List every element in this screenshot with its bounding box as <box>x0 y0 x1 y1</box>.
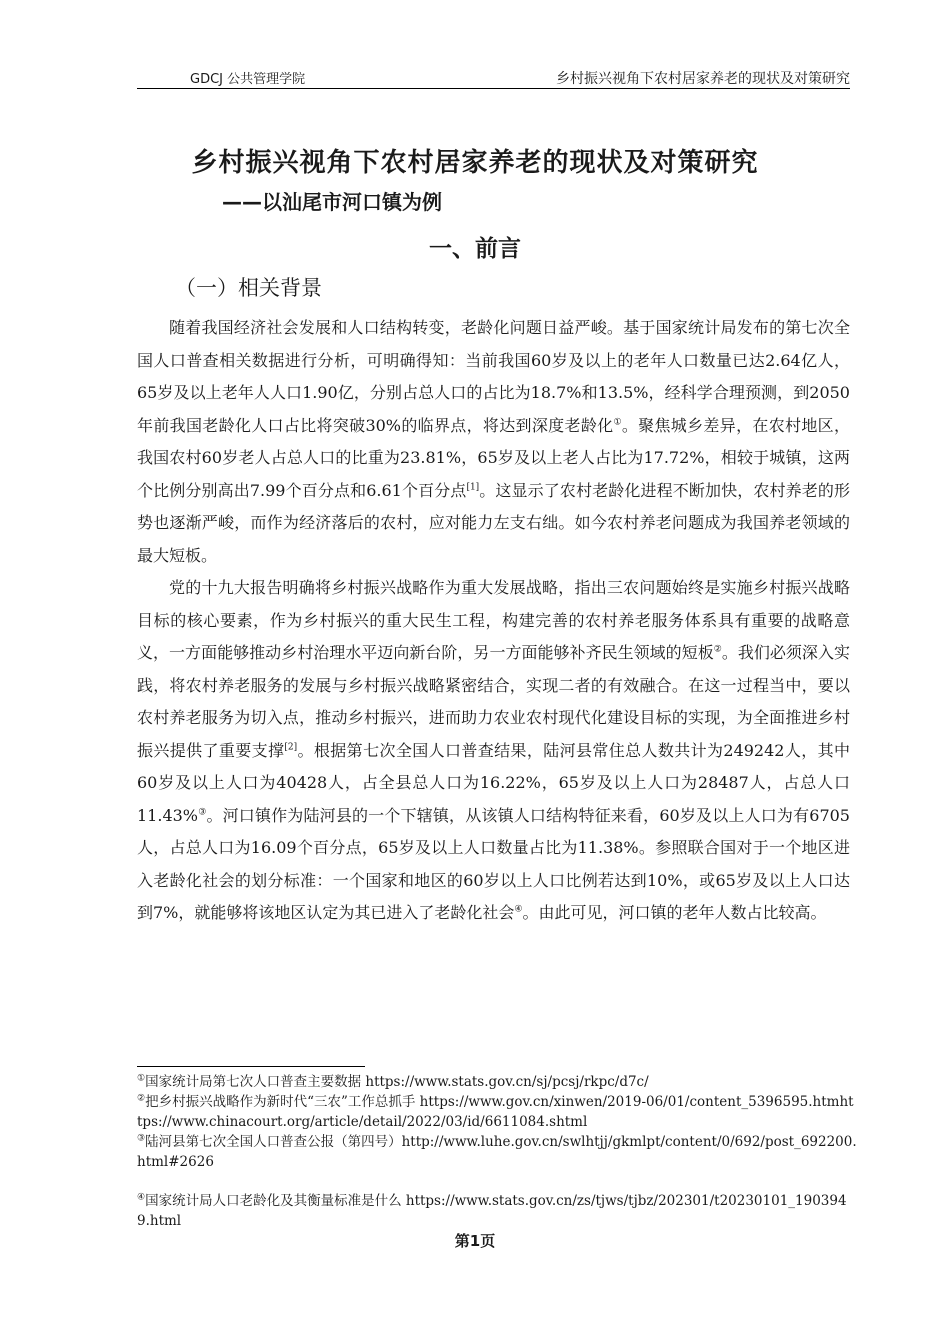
citation-1[interactable]: [1] <box>466 482 480 493</box>
footnote-2: ②把乡村振兴战略作为新时代“三农”工作总抓手 https://www.gov.cn/xinwen/2019-06/01/content_5396595.htmhttps://www.chinacourt.org/article/detail/2022/03/id/6611084.shtml <box>137 1093 854 1130</box>
section-heading: 一、前言 <box>429 236 521 262</box>
footnote-1: ①国家统计局第七次人口普查主要数据 https://www.stats.gov.cn/sj/pcsj/rkpc/d7c/ <box>137 1073 649 1090</box>
footnote-mark-3[interactable]: ③ <box>198 807 207 818</box>
header-left: GDCJ 公共管理学院 <box>190 72 306 87</box>
header-right: 乡村振兴视角下农村居家养老的现状及对策研究 <box>556 71 850 87</box>
paper-title: 乡村振兴视角下农村居家养老的现状及对策研究 <box>191 148 759 178</box>
footnote-3: ③陆河县第七次全国人口普查公报（第四号）http://www.luhe.gov.cn/swlhtjj/gkmlpt/content/0/692/post_692200.html#2626 <box>137 1133 857 1170</box>
citation-2[interactable]: [2] <box>284 742 298 753</box>
paragraph-2: 党的十九大报告明确将乡村振兴战略作为重大发展战略，指出三农问题始终是实施乡村振兴战略目标的核心要素，作为乡村振兴的重大民生工程，构建完善的农村养老服务体系具有重要的战略意义，一方面能够推动乡村治理水平迈向新台阶，另一方面能够补齐民生领域的短板②。我们必须深入实践，将农村养老服务的发展与乡村振兴战略紧密结合，实现二者的有效融合。在这一过程当中，要以农村养老服务为切入点，推动乡村振兴，进而助力农业农村现代化建设目标的实现，为全面推进乡村振兴提供了重要支撑[2]。根据第七次全国人口普查结果，陆河县常住总人数共计为249242人，其中60岁及以上人口为40428人，占全县总人口为16.22%，65岁及以上人口为28487人，占总人口11.43%③。河口镇作为陆河县的一个下辖镇，从该镇人口结构特征来看，60岁及以上人口为有6705人，占总人口为16.09个百分点，65岁及以上人口数量占比为11.38%。参照联合国对于一个地区进入老龄化社会的划分标准：一个国家和地区的60岁以上人口比例若达到10%，或65岁及以上人口达到7%，就能够将该地区认定为其已进入了老龄化社会④。由此可见，河口镇的老年人数占比较高。 <box>137 578 850 922</box>
paper-subtitle: ——以汕尾市河口镇为例 <box>222 190 442 214</box>
footnote-divider <box>137 1066 365 1067</box>
footnote-mark-4[interactable]: ④ <box>514 904 523 915</box>
paragraph-1: 随着我国经济社会发展和人口结构转变，老龄化问题日益严峻。基于国家统计局发布的第七次全国人口普查相关数据进行分析，可明确得知：当前我国60岁及以上的老年人口数量已达2.64亿人，65岁及以上老年人人口1.90亿，分别占总人口的占比为18.7%和13.5%，经科学合理预测，到2050年前我国老龄化人口占比将突破30%的临界点，将达到深度老龄化①。聚焦城乡差异，在农村地区，我国农村60岁老人占总人口的比重为23.81%，65岁及以上老人占比为17.72%，相较于城镇，这两个比例分别高出7.99个百分点和6.61个百分点[1]。这显示了农村老龄化进程不断加快，农村养老的形势也逐渐严峻，而作为经济落后的农村，应对能力左支右绌。如今农村养老问题成为我国养老领域的最大短板。 <box>137 318 850 565</box>
body-text <box>137 312 850 930</box>
header-divider <box>137 88 850 89</box>
footnote-mark-1[interactable]: ① <box>613 417 622 428</box>
page-number: 第1页 <box>454 1232 496 1250</box>
footnote-4: ④国家统计局人口老龄化及其衡量标准是什么 https://www.stats.gov.cn/zs/tjws/tjbz/202301/t20230101_1903949.html <box>137 1192 847 1229</box>
footnote-mark-2[interactable]: ② <box>713 644 722 655</box>
footnotes <box>137 1072 857 1231</box>
subsection-heading: （一）相关背景 <box>175 276 322 300</box>
